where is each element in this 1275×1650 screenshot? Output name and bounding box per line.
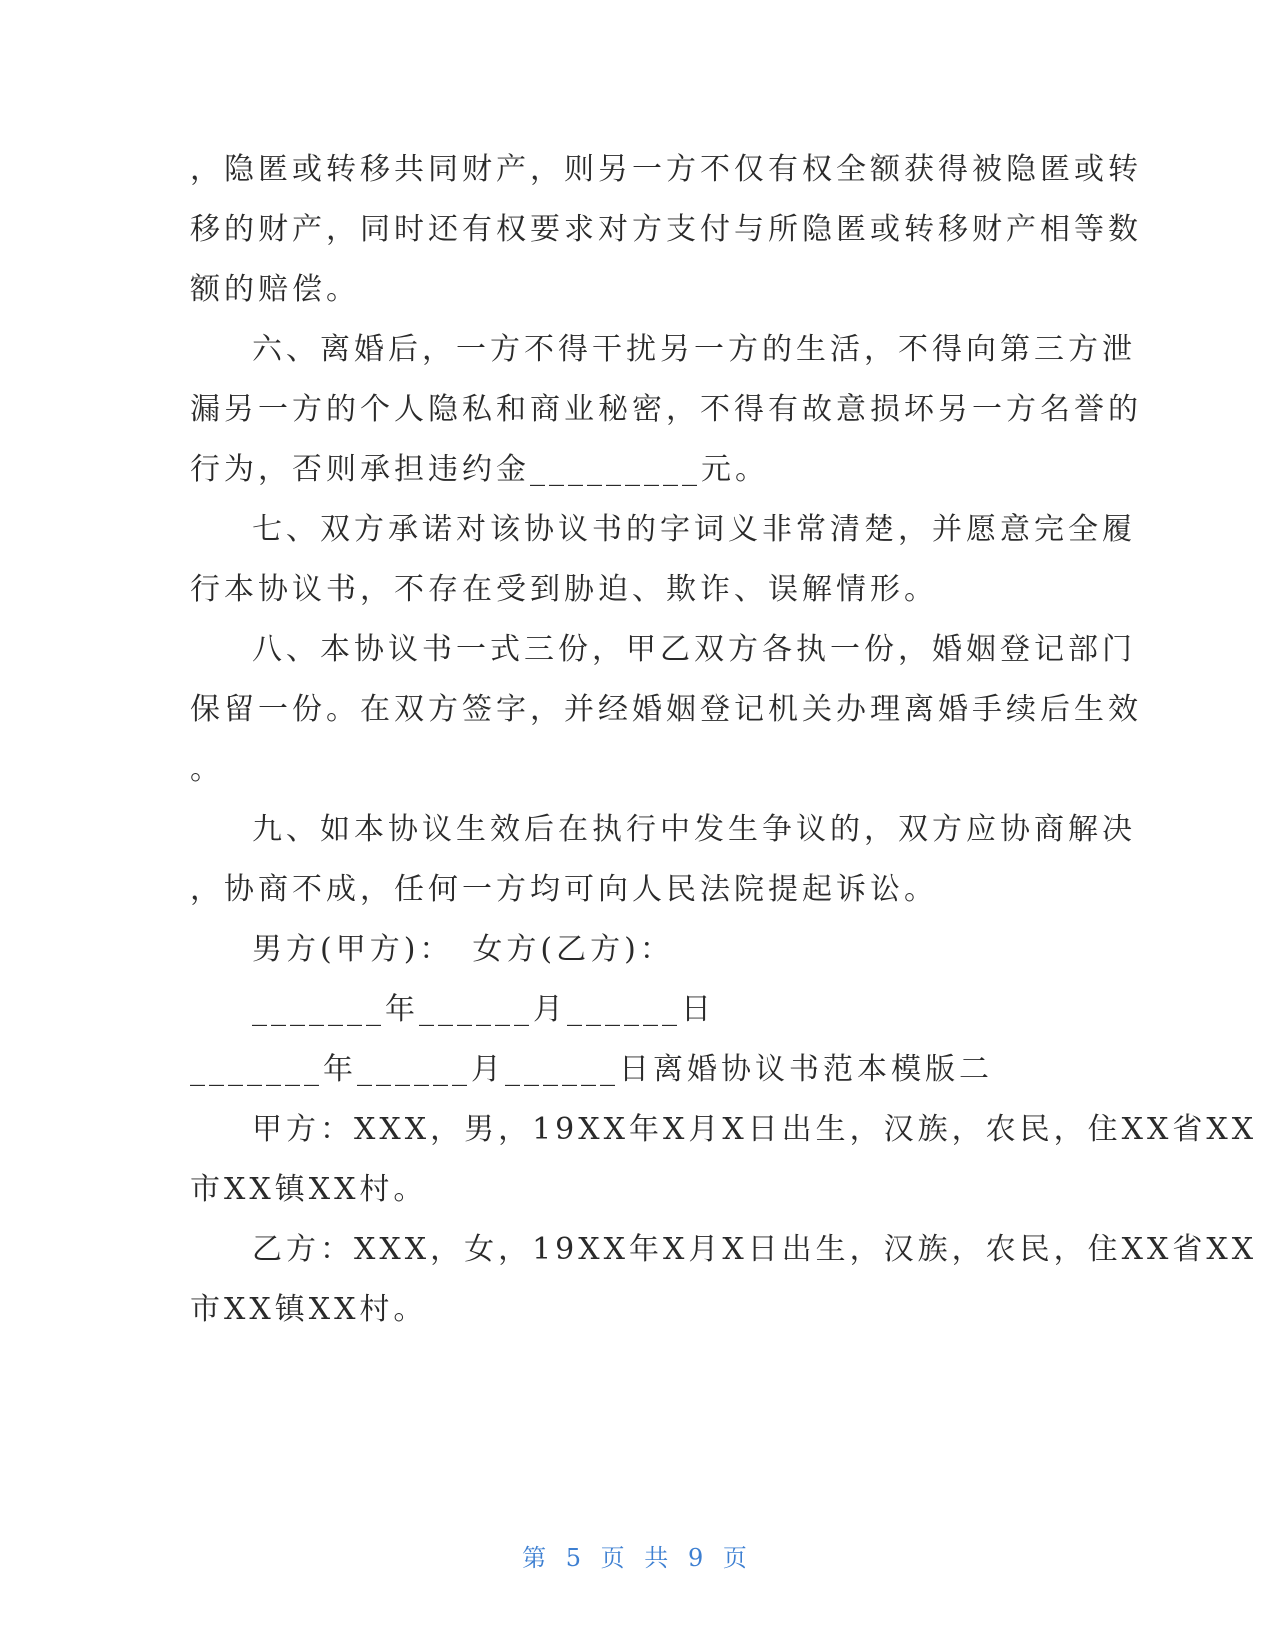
clause-eight-line: 八、本协议书一式三份，甲乙双方各执一份，婚姻登记部门: [252, 632, 1136, 667]
text-line: 行为，否则承担违约金_________元。: [190, 452, 769, 487]
page-number-footer: 第 5 页 共 9 页: [522, 1544, 753, 1572]
text-line: 市XX镇XX村。: [190, 1292, 428, 1327]
text-line: 行本协议书，不存在受到胁迫、欺诈、误解情形。: [190, 572, 938, 607]
text-line: 保留一份。在双方签字，并经婚姻登记机关办理离婚手续后生效: [190, 692, 1142, 727]
signature-line: 男方(甲方)： 女方(乙方)：: [252, 932, 674, 967]
clause-seven-line: 七、双方承诺对该协议书的字词义非常清楚，并愿意完全履: [252, 512, 1136, 547]
text-line: ，隐匿或转移共同财产，则另一方不仅有权全额获得被隐匿或转: [190, 152, 1142, 187]
date-line: _______年______月______日: [252, 992, 715, 1027]
document-body: [190, 140, 1258, 1340]
party-b-line: 乙方：XXX，女，19XX年X月X日出生，汉族，农民，住XX省XX: [252, 1232, 1258, 1267]
party-a-line: 甲方：XXX，男，19XX年X月X日出生，汉族，农民，住XX省XX: [252, 1112, 1258, 1147]
clause-six-line: 六、离婚后，一方不得干扰另一方的生活，不得向第三方泄: [252, 332, 1136, 367]
text-line: 漏另一方的个人隐私和商业秘密，不得有故意损坏另一方名誉的: [190, 392, 1142, 427]
text-line: 移的财产，同时还有权要求对方支付与所隐匿或转移财产相等数: [190, 212, 1142, 247]
template-title-line: _______年______月______日离婚协议书范本模版二: [190, 1052, 993, 1087]
text-line: 额的赔偿。: [190, 272, 360, 307]
text-line: 。: [190, 752, 224, 787]
text-line: ，协商不成，任何一方均可向人民法院提起诉讼。: [190, 872, 938, 907]
clause-nine-line: 九、如本协议生效后在执行中发生争议的，双方应协商解决: [252, 812, 1136, 847]
text-line: 市XX镇XX村。: [190, 1172, 428, 1207]
